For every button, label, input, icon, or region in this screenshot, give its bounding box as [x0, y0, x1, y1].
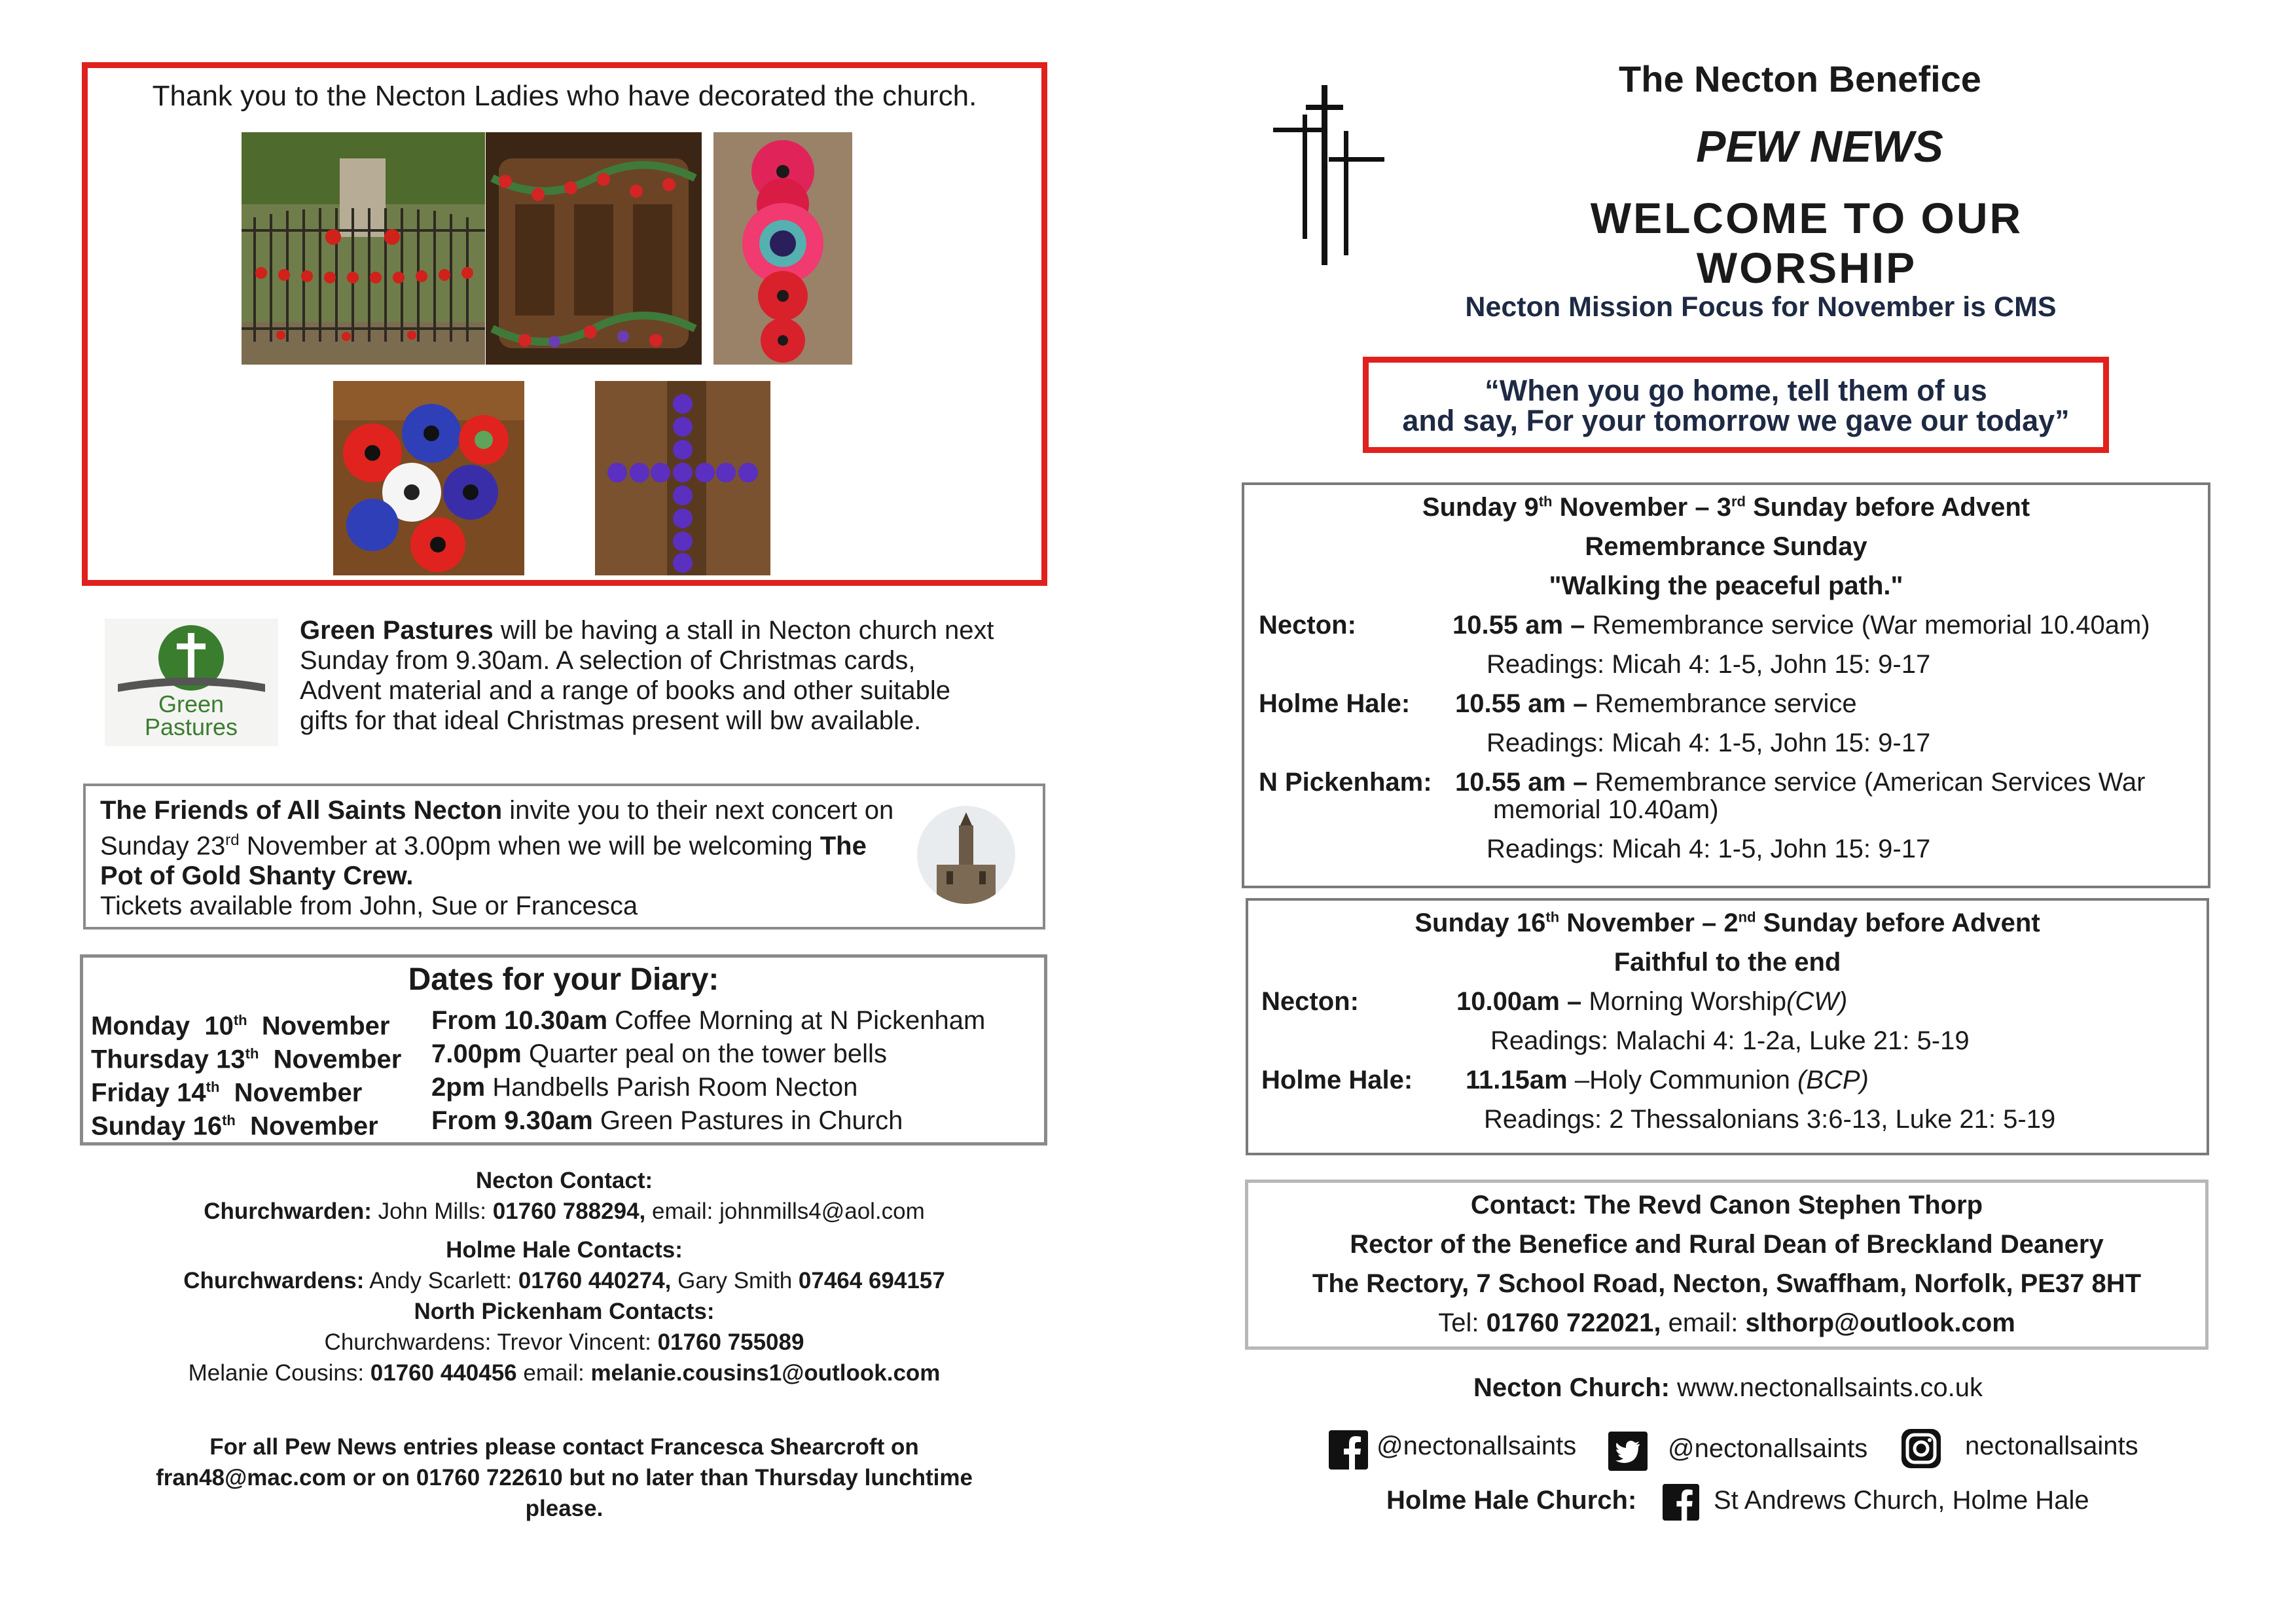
twitter-handle[interactable]: @nectonallsaints [1668, 1434, 1868, 1463]
thank-you-heading: Thank you to the Necton Ladies who have decorated the church. [152, 80, 977, 112]
twitter-icon[interactable] [1608, 1432, 1648, 1471]
holme-hale-church-label: Holme Hale Church: [1386, 1486, 1637, 1515]
photo-decorated-pulpit [486, 132, 702, 365]
contacts-section: Necton Contact: Churchwarden: John Mills: 01760 788294, email: johnmills4@aol.com Holme Hale Contacts: Churchwardens: Andy Scarlett: 01760 440274, Gary Smith 07464 694157 North Pickenham Contacts: Churchwardens: Trevor Vincent: 01760 755089 Melanie Cousins: 01760 440456 email: melanie.cousins1@outlook.com [183, 1168, 945, 1386]
service-heading: Sunday 16th November – 2nd Sunday before Advent [1415, 909, 2040, 937]
website-link[interactable]: www.nectonallsaints.co.uk [1669, 1373, 1983, 1402]
logo-text-green: Green [158, 691, 225, 717]
logo-text-pastures: Pastures [144, 713, 238, 740]
facebook-icon[interactable] [1329, 1430, 1368, 1470]
holme-hale-contact-heading: Holme Hale Contacts: [446, 1237, 683, 1263]
remembrance-quote: “When you go home, tell them of us and say, For your tomorrow we gave our today” [1363, 357, 2109, 453]
service-sunday-9-november: Sunday 9th November – 3rd Sunday before Advent Remembrance Sunday "Walking the peaceful path." Necton: 10.55 am – Remembrance service (War memorial 10.40am) Readings: Micah 4: 1-5, John 15: 9-17 Holme Hale: 10.55 am – Remembrance service Readings: Micah 4: 1-5, John 15: 9-17 N Pickenham: 10.55 am – Remembrance service (American Services War memorial 10.40am) Readings: Micah 4: 1-5, John 15: 9-17 [1242, 482, 2210, 888]
green-pastures-notice: Green Pastures will be having a stall in Necton church next Sunday from 9.30am. A selection of Christmas cards, Advent material and a range of books and other suitable gifts for that ideal Christmas present will bw available. [300, 616, 994, 735]
thank-you-panel [82, 62, 1047, 586]
rector-contact-panel: Contact: The Revd Canon Stephen Thorp Rector of the Benefice and Rural Dean of Breckland Deanery The Rectory, 7 School Road, Necton, Swaffham, Norfolk, PE37 8HT Tel: 01760 722021, email: slthorp@outlook.com [1245, 1180, 2208, 1350]
diary-heading: Dates for your Diary: [408, 962, 719, 997]
welcome-heading: WELCOME TO OUR WORSHIP [1590, 194, 2023, 292]
pew-news-title: PEW NEWS [1696, 122, 1943, 171]
service-subtitle: Remembrance Sunday [1585, 532, 1867, 561]
photo-poppy-cluster [333, 381, 524, 575]
friends-name: The Friends of All Saints Necton [100, 796, 503, 825]
service-theme: "Walking the peaceful path." [1549, 571, 1903, 600]
north-pickenham-contact-heading: North Pickenham Contacts: [414, 1299, 715, 1324]
pew-news-entries-note: For all Pew News entries please contact Francesca Shearcroft on fran48@mac.com or on 01760 722610 but no later than Thursday lunchtime please. [156, 1434, 973, 1521]
necton-contact-heading: Necton Contact: [475, 1168, 653, 1193]
photo-church-gates [242, 132, 485, 365]
church-tower-icon [917, 806, 1015, 904]
diary-panel: Dates for your Diary: Monday 10th November From 10.30am Coffee Morning at N Pickenham Thursday 13th November 7.00pm Quarter peal on the tower bells Friday 14th November 2pm Handbells Parish Room Necton Sunday 16th November From 9.30am Green Pastures in Church [80, 954, 1047, 1146]
photo-knitted-poppies [713, 132, 852, 365]
mission-focus: Necton Mission Focus for November is CMS [1465, 291, 2057, 323]
service-sunday-16-november: Sunday 16th November – 2nd Sunday before Advent Faithful to the end Necton: 10.00am – Morning Worship(CW) Readings: Malachi 4: 1-2a, Luke 21: 5-19 Holme Hale: 11.15am –Holy Communion (BCP) Readings: 2 Thessalonians 3:6-13, Luke 21: 5-19 [1246, 898, 2209, 1155]
service-subtitle: Faithful to the end [1613, 948, 1841, 977]
benefice-title: The Necton Benefice [1619, 58, 1981, 99]
friends-concert-notice: The Friends of All Saints Necton invite you to their next concert on Sunday 23rd November at 3.00pm when we will be welcoming The Pot of Gold Shanty Crew. Tickets available from John, Sue or Francesca [83, 784, 1045, 929]
necton-church-website: Necton Church: www.nectonallsaints.co.uk [1473, 1373, 1983, 1402]
three-crosses-logo [1273, 85, 1391, 265]
facebook-icon[interactable] [1663, 1484, 1699, 1521]
holme-hale-facebook-page[interactable]: St Andrews Church, Holme Hale [1714, 1486, 2089, 1515]
service-heading: Sunday 9th November – 3rd Sunday before Advent [1422, 493, 2030, 522]
photo-purple-cross [595, 381, 770, 575]
green-pastures-name: Green Pastures [300, 616, 494, 645]
facebook-handle[interactable]: @nectonallsaints [1377, 1432, 1577, 1460]
instagram-handle[interactable]: nectonallsaints [1965, 1432, 2138, 1460]
green-pastures-logo [105, 619, 278, 746]
instagram-icon[interactable] [1901, 1429, 1941, 1468]
